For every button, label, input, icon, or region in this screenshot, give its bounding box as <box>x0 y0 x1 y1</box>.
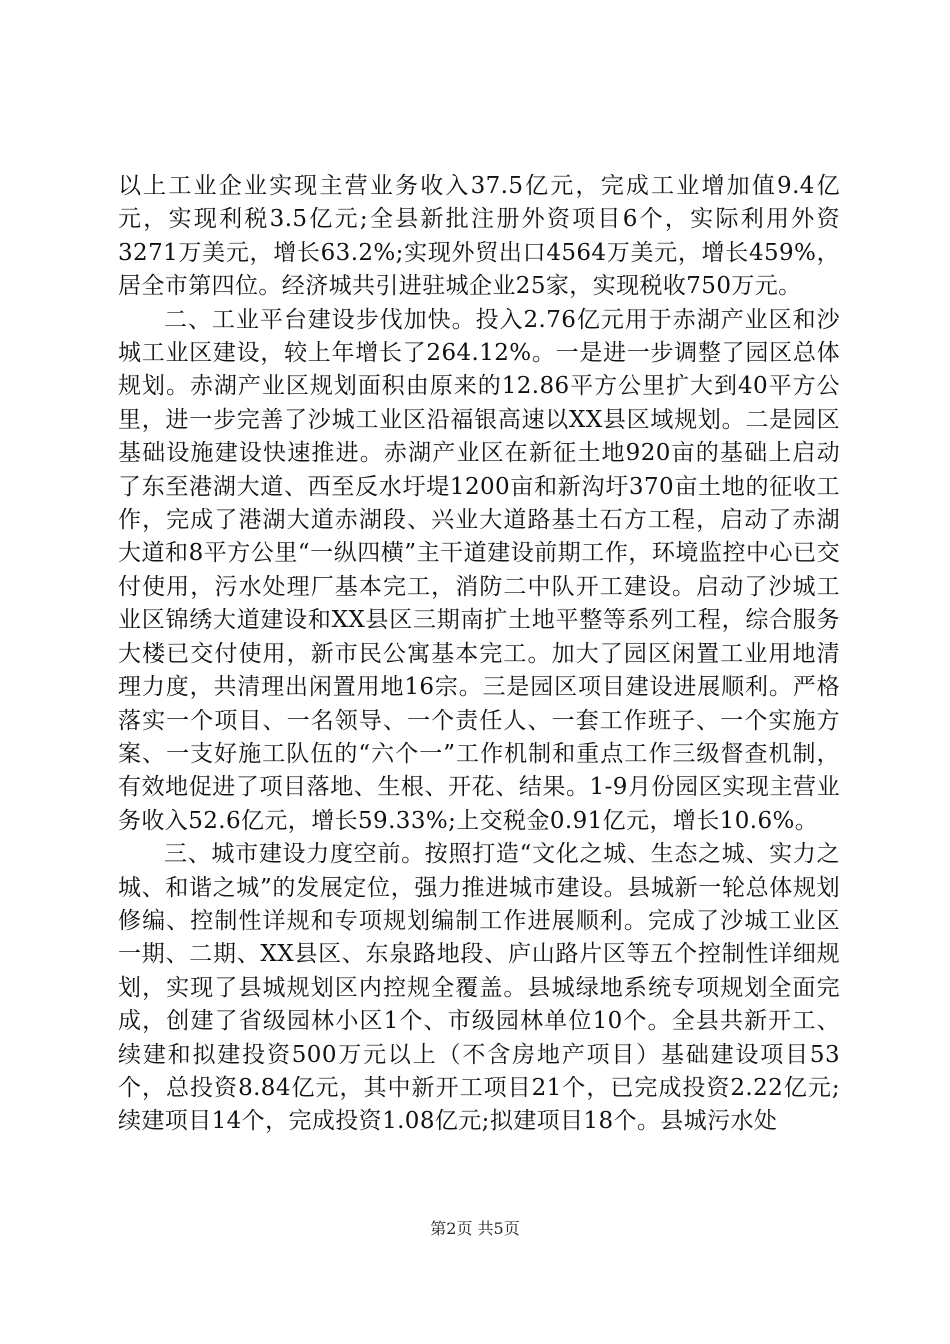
page-number: 第2页 共5页 <box>430 1219 520 1238</box>
document-body <box>118 170 840 1139</box>
paragraph-urban-construction: 三、城市建设力度空前。按照打造“文化之城、生态之城、实力之城、和谐之城”的发展定位，强力推进城市建设。县城新一轮总体规划修编、控制性详规和专项规划编制工作进展顺利。完成了沙城工业区一期、二期、XX县区、东泉路地段、庐山路片区等五个控制性详细规划，实现了县城规划区内控规全覆盖。县城绿地系统专项规划全面完成，创建了省级园林小区1个、市级园林单位10个。全县共新开工、续建和拟建投资500万元以上（不含房地产项目）基础建设项目53个，总投资8.84亿元，其中新开工项目21个，已完成投资2.22亿元;续建项目14个，完成投资1.08亿元;拟建项目18个。县城污水处 <box>118 841 840 1135</box>
paragraph-industrial-platform: 二、工业平台建设步伐加快。投入2.76亿元用于赤湖产业区和沙城工业区建设，较上年增长了264.12%。一是进一步调整了园区总体规划。赤湖产业区规划面积由原来的12.86平方公里扩大到40平方公里，进一步完善了沙城工业区沿福银高速以XX县区域规划。二是园区基础设施建设快速推进。赤湖产业区在新征土地920亩的基础上启动了东至港湖大道、西至反水圩堤1200亩和新沟圩370亩土地的征收工作，完成了港湖大道赤湖段、兴业大道路基土石方工程，启动了赤湖大道和8平方公里“一纵四横”主干道建设前期工作，环境监控中心已交付使用，污水处理厂基本完工，消防二中队开工建设。启动了沙城工业区锦绣大道建设和XX县区三期南扩土地平整等系列工程，综合服务大楼已交付使用，新市民公寓基本完工。加大了园区闲置工业用地清理力度，共清理出闲置用地16宗。三是园区项目建设进展顺利。严格落实一个项目、一名领导、一个责任人、一套工作班子、一个实施方案、一支好施工队伍的“六个一”工作机制和重点工作三级督查机制，有效地促进了项目落地、生根、开花、结果。1-9月份园区实现主营业务收入52.6亿元，增长59.33%;上交税金0.91亿元，增长10.6%。 <box>118 306 840 834</box>
paragraph-continuation: 以上工业企业实现主营业务收入37.5亿元，完成工业增加值9.4亿元，实现利税3.5亿元;全县新批注册外资项目6个，实际利用外资3271万美元，增长63.2%;实现外贸出口4564万美元，增长459%，居全市第四位。经济城共引进驻城企业25家，实现税收750万元。 <box>118 173 840 300</box>
page-footer <box>0 1216 950 1239</box>
